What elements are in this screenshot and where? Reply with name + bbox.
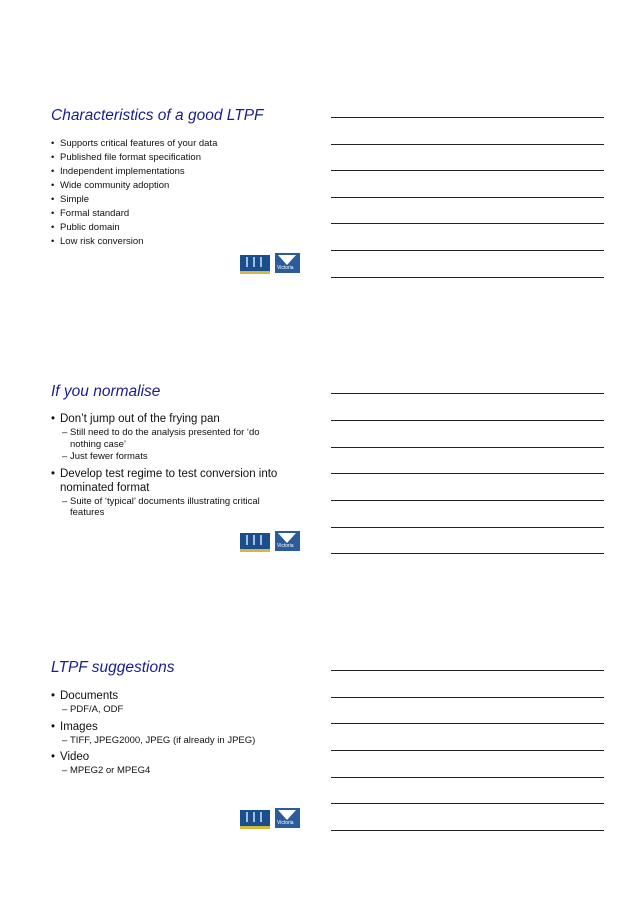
note-line: [331, 473, 604, 474]
list-item: • Published file format specification: [51, 151, 217, 165]
list-item: • Formal standard: [51, 207, 217, 221]
university-logo: [240, 533, 270, 552]
note-line: [331, 447, 604, 448]
note-line: [331, 670, 604, 671]
note-line: [331, 223, 604, 224]
logos: [240, 531, 302, 551]
logos: [240, 253, 302, 273]
list-item: • Video: [51, 750, 286, 764]
bullet-list: [51, 412, 286, 519]
logos: [240, 808, 302, 828]
list-subitem: – Suite of ‘typical’ documents illustrating critical features: [51, 496, 286, 519]
list-item: • Simple: [51, 193, 217, 207]
note-line: [331, 117, 604, 118]
list-subitem: – Still need to do the analysis presented for ‘do nothing case’: [51, 427, 286, 450]
note-line: [331, 277, 604, 278]
victoria-logo: Victoria: [275, 808, 300, 828]
slide-title: If you normalise: [51, 383, 161, 400]
list-item: • Documents: [51, 689, 286, 703]
list-subitem: – MPEG2 or MPEG4: [51, 765, 286, 777]
note-line: [331, 500, 604, 501]
list-item: • Images: [51, 720, 286, 734]
list-item: • Develop test regime to test conversion into nominated format: [51, 467, 286, 495]
note-line: [331, 527, 604, 528]
note-line: [331, 750, 604, 751]
list-item: • Wide community adoption: [51, 179, 217, 193]
list-item: • Public domain: [51, 221, 217, 235]
note-line: [331, 420, 604, 421]
list-subitem: – Just fewer formats: [51, 451, 286, 463]
note-line: [331, 197, 604, 198]
note-line: [331, 144, 604, 145]
note-line: [331, 830, 604, 831]
university-logo: [240, 255, 270, 274]
university-logo: [240, 810, 270, 829]
bullet-list: [51, 137, 217, 249]
bullet-list: [51, 689, 286, 777]
list-item: • Don’t jump out of the frying pan: [51, 412, 286, 426]
victoria-logo: Victoria: [275, 253, 300, 273]
note-line: [331, 777, 604, 778]
list-item: • Independent implementations: [51, 165, 217, 179]
note-line: [331, 393, 604, 394]
note-line: [331, 723, 604, 724]
slide-1: [40, 107, 320, 277]
note-line: [331, 553, 604, 554]
list-subitem: – TIFF, JPEG2000, JPEG (if already in JPEG): [51, 735, 286, 747]
list-item: • Supports critical features of your data: [51, 137, 217, 151]
slide-3: [40, 659, 320, 829]
slide-2: [40, 383, 320, 553]
note-line: [331, 803, 604, 804]
slide-title: LTPF suggestions: [51, 659, 175, 676]
list-item: • Low risk conversion: [51, 235, 217, 249]
slide-title: Characteristics of a good LTPF: [51, 107, 264, 124]
note-line: [331, 250, 604, 251]
victoria-logo: Victoria: [275, 531, 300, 551]
note-line: [331, 170, 604, 171]
note-line: [331, 697, 604, 698]
list-subitem: – PDF/A, ODF: [51, 704, 286, 716]
